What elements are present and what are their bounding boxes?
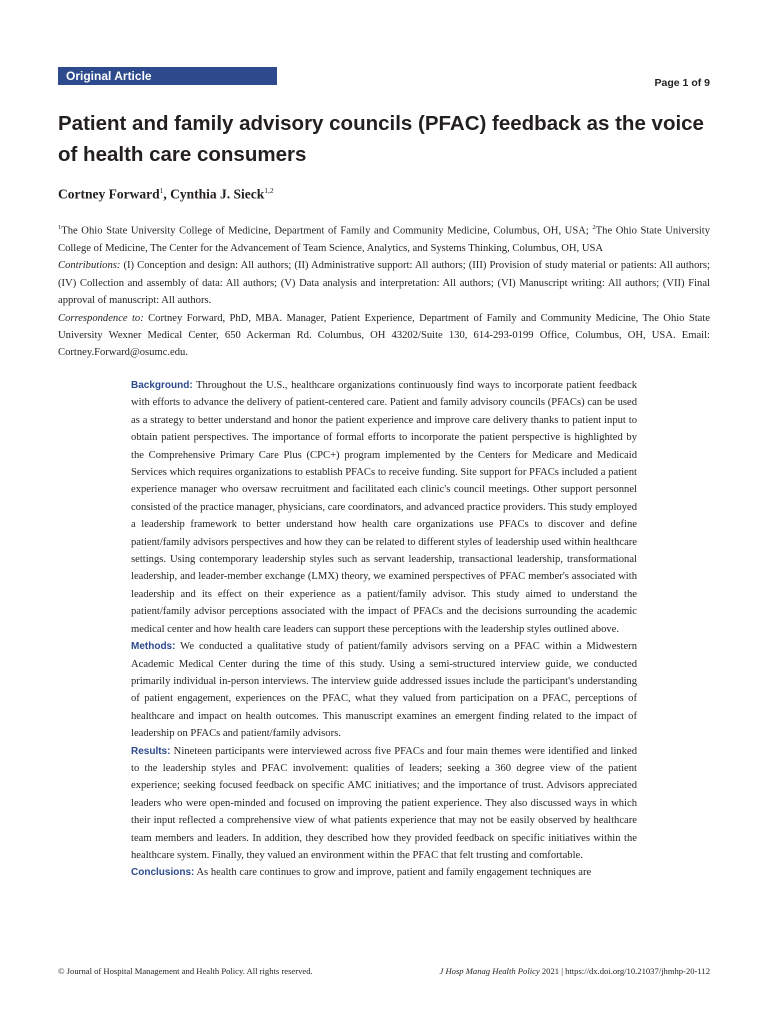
contributions	[58, 257, 710, 309]
author-separator: ,	[163, 186, 171, 202]
correspondence-label: Correspondence to:	[58, 312, 144, 324]
affiliations	[58, 219, 710, 257]
footer-citation	[439, 966, 710, 976]
abstract	[131, 377, 637, 882]
affiliation-mark: 1	[58, 224, 62, 231]
abstract-background	[131, 377, 637, 638]
article-title: Patient and family advisory councils (PFAC) feedback as the voice of health care consumers	[58, 112, 704, 166]
author-name: Cynthia J. Sieck	[170, 186, 265, 202]
article-type-badge: Original Article	[58, 67, 277, 85]
abstract-results	[131, 743, 637, 865]
conclusions-text: As health care continues to grow and improve, patient and family engagement techniques are	[194, 867, 592, 879]
author-affiliation-mark: 1	[159, 186, 164, 195]
conclusions-heading: Conclusions:	[131, 867, 195, 879]
contributions-label: Contributions:	[58, 260, 121, 272]
abstract-conclusions	[131, 864, 637, 881]
correspondence	[58, 310, 710, 362]
methods-heading: Methods:	[131, 641, 176, 653]
page-number: Page 1 of 9	[654, 77, 710, 89]
author-list	[58, 186, 274, 203]
author-affiliation-mark: 1,2	[264, 186, 274, 195]
background-heading: Background:	[131, 380, 193, 391]
footer-journal-name: J Hosp Manag Health Policy	[439, 966, 540, 976]
background-text: Throughout the U.S., healthcare organizations continuously find ways to incorporate patient feedback with efforts to advance the delivery of patient-centered care. Patient and family advisory councils (PFACs) can be used as a strategy to better understand and honor the patient experience and improve care delivery thanks to patient input to obtain patient perspectives. The importance of formal efforts to incorporate the patient perspective is highlighted by the Comprehensive Primary Care Plus (CPC+) program implemented by the Centers for Medicare and Medicaid Services which requires organizations to establish PFACs to receive funding. Site support for PFACs included a patient experience manager who oversaw recruitment and facilitated each clinic's council meetings. Other support personnel consisted of the practice manager, physicians, care coordinators, and advanced practice providers. This study employed a leadership framework to better understand how health care organizations use PFACs to discover and define patient/family advisors perspectives and how they can be related to different styles of leadership used within healthcare settings. Using contemporary leadership styles such as servant leadership, transactional leadership, transformational leadership, and leader-member exchange (LMX) theory, we examined perspectives of PFAC member's associated with leadership and its effect on their experience as a patient/family advisor. This study aimed to understand the patient/family advisor perceptions associated with the impact of PFACs and the decisions surrounding the academic medical center and how health care leaders can support these perceptions with the leadership styles outlined above.	[131, 380, 637, 635]
results-heading: Results:	[131, 745, 171, 757]
affiliation-text: The Ohio State University College of Medicine, The Center for the Advancement of Team Science, Analytics, and Systems Thinking, Columbus, OH, USA	[58, 225, 711, 254]
abstract-methods	[131, 638, 637, 742]
correspondence-text: Cortney Forward, PhD, MBA. Manager, Patient Experience, Department of Family and Community Medicine, The Ohio State University Wexner Medical Center, 650 Ackerman Rd. Columbus, OH 43202/Suite 130, 614-293-0199 Office, Columbus, OH, USA. Email: Cortney.Forward@osumc.edu.	[58, 312, 711, 359]
front-matter	[58, 219, 710, 362]
affiliation-mark: 2	[592, 224, 596, 231]
affiliation-text: The Ohio State University College of Medicine, Department of Family and Community Medicine, Columbus, OH, USA;	[61, 225, 593, 237]
footer-citation-text: 2021 | https://dx.doi.org/10.21037/jhmhp-20-112	[539, 966, 710, 976]
methods-text: We conducted a qualitative study of patient/family advisors serving on a PFAC within a Midwestern Academic Medical Center during the time of this study. Using a semi-structured interview guide, we conducted primarily individual in-person interviews. The interview guide addressed issues include the participant's understanding of patient engagement, experiences on the PFAC, what they valued from participation on a PFAC, perceptions of healthcare and impact on health outcomes. This manuscript examines an emergent finding related to the impact of leadership on PFACs and patient/family advisors.	[131, 641, 637, 740]
footer-copyright: © Journal of Hospital Management and Health Policy. All rights reserved.	[58, 966, 313, 976]
results-text: Nineteen participants were interviewed across five PFACs and four main themes were identified and linked to the leadership styles and PFAC involvement: qualities of leaders; seeking a 360 degree view of the patient experience; seeking focused feedback on specific AMC initiatives; and the importance of trust. Advisors appreciated leaders who were open-minded and focused on improving the patient experience. They also discussed ways in which their input reflected a comprehensive view of what patients experience that may not be easily observed by healthcare team members and leaders. In addition, they described how they provided feedback on specific initiatives within the healthcare system. Finally, they valued an environment within the PFAC that felt trusting and comfortable.	[131, 745, 637, 861]
author-name: Cortney Forward	[58, 186, 160, 202]
contributions-text: (I) Conception and design: All authors; (II) Administrative support: All authors; (III) Provision of study material or patients: All authors; (IV) Collection and assembly of data: All authors; (V) Data analysis and interpretation: All authors; (VI) Manuscript writing: All authors; (VII) Final approval of manuscript: All authors.	[58, 260, 710, 307]
